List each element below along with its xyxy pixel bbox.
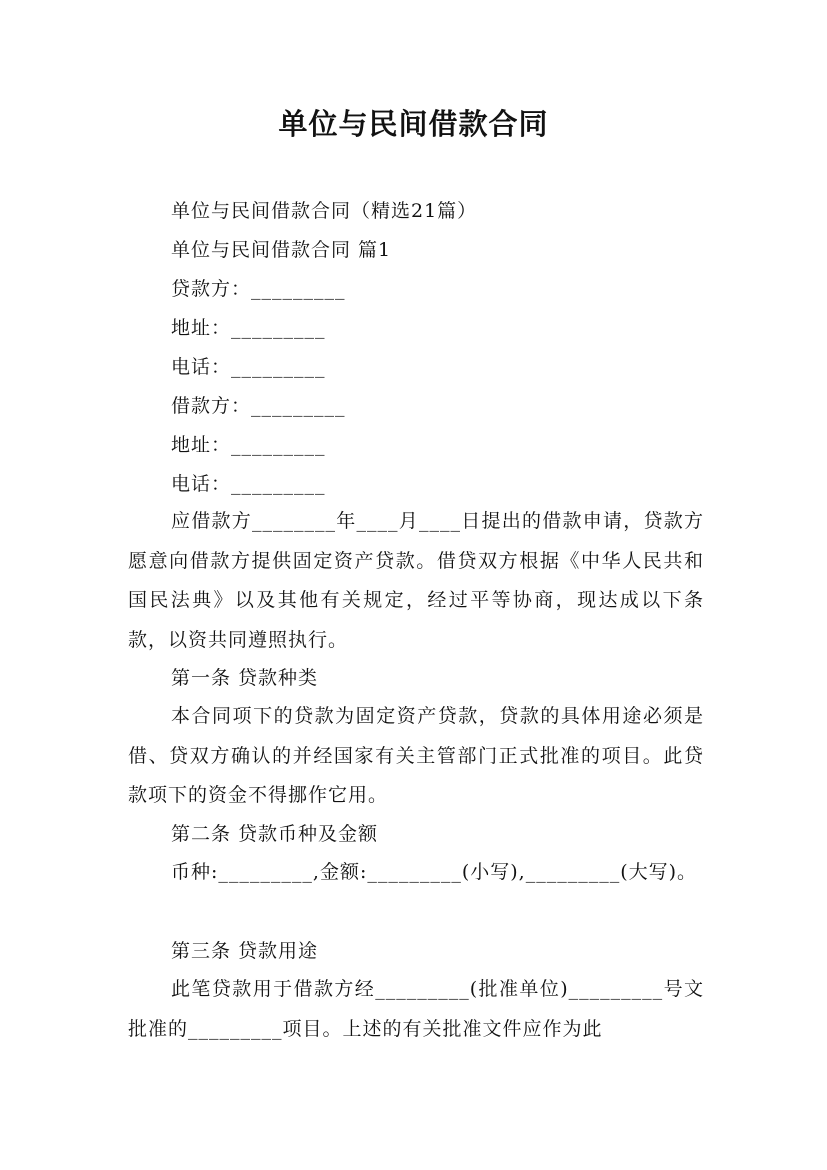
- lender-phone-field: 电话：_________: [171, 356, 326, 378]
- article1-body: 本合同项下的贷款为固定资产贷款，贷款的具体用途必须是借、贷双方确认的并经国家有关主管部门正式批准的项目。此贷款项下的资金不得挪作它用。: [128, 705, 704, 806]
- document-title: 单位与民间借款合同: [278, 107, 549, 141]
- article3-heading: 第三条 贷款用途: [171, 940, 319, 962]
- document-subtitle: 单位与民间借款合同（精选21篇）: [171, 200, 478, 222]
- article3-body: 此笔贷款用于借款方经_________(批准单位)_________号文批准的_________项目。上述的有关批准文件应作为此: [128, 978, 704, 1040]
- borrower-phone-field: 电话：_________: [171, 473, 326, 495]
- article2-heading: 第二条 贷款币种及金额: [171, 823, 379, 845]
- lender-field: 贷款方：_________: [171, 278, 346, 300]
- borrower-address-field: 地址：_________: [171, 434, 326, 456]
- lender-address-field: 地址：_________: [171, 317, 326, 339]
- borrower-field: 借款方：_________: [171, 395, 346, 417]
- article1-heading: 第一条 贷款种类: [171, 667, 319, 689]
- article2-body: 币种:_________,金额:_________(小写),_________(大写)。: [171, 861, 698, 883]
- intro-paragraph: 应借款方________年____月____日提出的借款申请，贷款方愿意向借款方提供固定资产贷款。借贷双方根据《中华人民共和国民法典》以及其他有关规定，经过平等协商，现达成以下条款，以资共同遵照执行。: [128, 510, 704, 651]
- section-heading: 单位与民间借款合同 篇1: [171, 239, 392, 261]
